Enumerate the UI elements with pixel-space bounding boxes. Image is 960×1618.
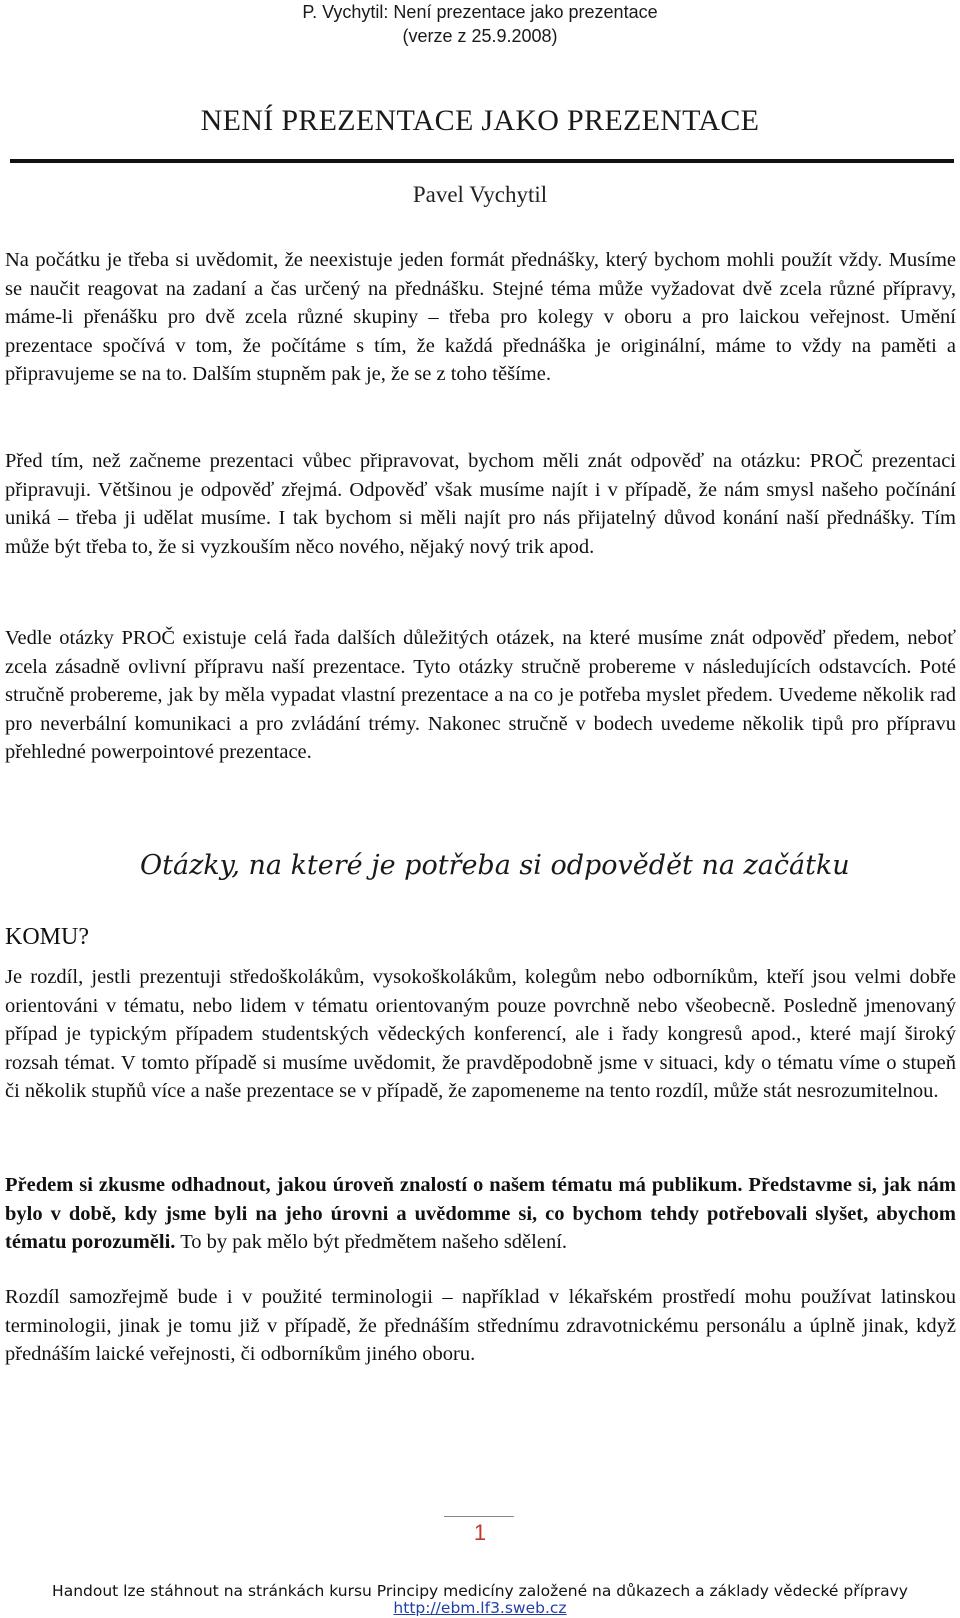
- komu-paragraph-2-rest: To by pak mělo být předmětem našeho sdělení.: [175, 1231, 568, 1253]
- running-title: P. Vychytil: Není prezentace jako prezentace: [302, 2, 658, 22]
- intro-paragraph-3: Vedle otázky PROČ existuje celá řada dalších důležitých otázek, na které musíme znát odpověď předem, neboť zcela zásadně ovlivní přípravu naší prezentace. Tyto otázky stručně probereme v následujících odstavcích. Poté stručně probereme, jak by měla vypadat vlastní prezentace a na co je potřeba myslet předem. Uvedeme několik rad pro neverbální komunikaci a pro zvládání trémy. Nakonec stručně v bodech uvedeme několik tipů pro přípravu přehledné powerpointové prezentace.: [5, 627, 956, 763]
- author-name: Pavel Vychytil: [412, 182, 548, 207]
- footer-divider: [444, 1516, 514, 1517]
- komu-paragraph-3: Rozdíl samozřejmě bude i v použité terminologii – například v lékařském prostředí mohu používat latinskou terminologii, jinak je tomu již v případě, že přednáším střednímu zdravotnickému personálu a úplně jinak, když přednáším laické veřejnosti, či odborníkům jiného oboru.: [5, 1286, 956, 1365]
- version-date: (verze z 25.9.2008): [402, 26, 558, 46]
- intro-paragraph-1: Na počátku je třeba si uvědomit, že neexistuje jeden formát přednášky, který bychom mohli použít vždy. Musíme se naučit reagovat na zadaní a čas určený na přednášku. Stejné téma může vyžadovat dvě zcela různé přípravy, máme-li přenášku pro dvě zcela různé skupiny – třeba pro kolegy v oboru a pro laickou veřejnost. Umění prezentace spočívá v tom, že počítáme s tím, že každá přednáška je originální, máme to vždy na paměti a připravujeme se na to. Dalším stupněm pak je, že se z toho těšíme.: [5, 249, 956, 385]
- footer-note: Handout lze stáhnout na stránkách kursu Principy medicíny založené na důkazech a základy vědecké přípravy: [52, 1582, 908, 1600]
- komu-paragraph-1: Je rozdíl, jestli prezentuji středoškolákům, vysokoškolákům, kolegům nebo odborníkům, kteří jsou velmi dobře orientováni v tématu, nebo lidem v tématu orientovaným pouze povrchně nebo všeobecně. Posledně jmenovaný případ je typickým případem studentských vědeckých konferencí, ale i řady kongresů apod., které mají široký rozsah témat. V tomto případě si musíme uvědomit, že pravděpodobně jsme v situaci, kdy o tématu víme o stupeň či několik stupňů více a naše prezentace se v případě, že zapomeneme na tento rozdíl, může stát nesrozumitelnou.: [5, 966, 956, 1102]
- running-header: [0, 0, 960, 48]
- komu-paragraph-2: [5, 1171, 956, 1257]
- page-number: 1: [473, 1520, 487, 1545]
- course-website-link[interactable]: http://ebm.lf3.sweb.cz: [393, 1599, 567, 1617]
- subheading-komu: KOMU?: [5, 924, 89, 950]
- document-title: NENÍ PREZENTACE JAKO PREZENTACE: [200, 104, 760, 137]
- title-divider: [10, 159, 954, 163]
- footer-link-wrapper: [0, 1598, 960, 1618]
- intro-paragraph-2: Před tím, než začneme prezentaci vůbec připravovat, bychom měli znát odpověď na otázku: PROČ prezentaci připravuji. Většinou je odpověď zřejmá. Odpověď však musíme najít i v případě, že nám smysl našeho počínání uniká – třeba ji udělat musíme. I tak bychom si měli najít pro nás přijatelný důvod konání naší přednášky. Tím může být třeba to, že si vyzkouším něco nového, nějaký nový trik apod.: [5, 450, 956, 558]
- komu-paragraph-2-emphasis: Předem si zkusme odhadnout, jakou úroveň znalostí o našem tématu má publikum. Představme si, jak nám bylo v době, kdy jsme byli na jeho úrovni a uvědomme si, co bychom tehdy potřebovali slyšet, abychom tématu porozuměli.: [5, 1174, 956, 1253]
- section-heading: Otázky, na které je potřeba si odpovědět na začátku: [140, 850, 850, 881]
